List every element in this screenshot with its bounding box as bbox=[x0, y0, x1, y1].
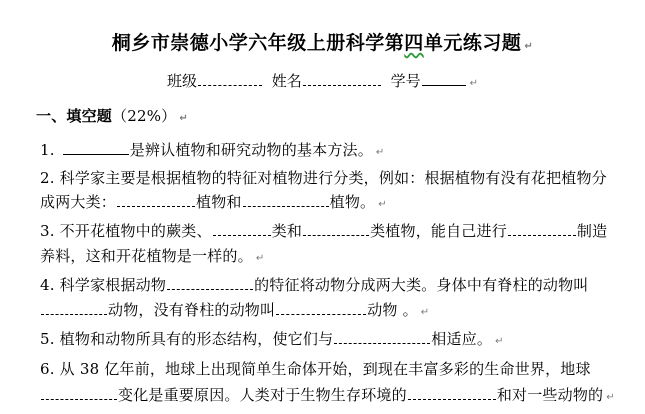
paragraph-mark-icon: ↵ bbox=[420, 307, 430, 318]
title-text: 桐乡市崇德小学六年级上册科学第 bbox=[111, 32, 405, 54]
question-5 bbox=[40, 328, 504, 349]
paragraph-mark-icon: ↵ bbox=[606, 392, 615, 403]
section-title: 一、填空题 bbox=[36, 107, 113, 125]
section-score: （22%） bbox=[112, 107, 177, 125]
title-text-end: 单元练习题 bbox=[423, 32, 522, 54]
answer-blank[interactable] bbox=[41, 301, 107, 315]
name-blank[interactable] bbox=[303, 72, 381, 86]
number-label: 学号 bbox=[390, 72, 421, 90]
question-3-line-1 bbox=[40, 220, 607, 241]
question-text: 4. 科学家根据动物 bbox=[40, 276, 167, 294]
paragraph-mark-icon: ↵ bbox=[495, 336, 504, 347]
question-text: 的特征将动物分成两大类。身体中有脊柱的动物叫 bbox=[254, 276, 589, 294]
question-4-line-1 bbox=[40, 274, 589, 295]
question-6-line-1 bbox=[40, 358, 591, 379]
answer-blank[interactable] bbox=[276, 301, 366, 315]
question-2-line-2 bbox=[40, 191, 387, 212]
section-heading bbox=[36, 105, 188, 126]
question-2-line-1 bbox=[40, 167, 607, 188]
paragraph-mark-icon: ↵ bbox=[255, 253, 265, 264]
document-title bbox=[0, 28, 645, 55]
answer-blank[interactable] bbox=[213, 222, 271, 236]
question-text: 和对一些动物的 bbox=[496, 386, 604, 404]
question-text: 5. 植物和动物所具有的形态结构，使它们与 bbox=[40, 330, 334, 348]
paragraph-mark-icon: ↵ bbox=[179, 113, 188, 124]
question-text: 植物和 bbox=[196, 193, 242, 211]
student-info-line bbox=[0, 70, 645, 91]
paragraph-mark-icon: ↵ bbox=[378, 199, 387, 210]
class-blank[interactable] bbox=[198, 72, 262, 86]
question-text: 动物，没有脊柱的动物叫 bbox=[108, 301, 276, 319]
question-text: 制造 bbox=[576, 222, 608, 240]
number-blank[interactable] bbox=[422, 72, 466, 86]
paragraph-mark-icon: ↵ bbox=[375, 147, 385, 158]
name-label: 姓名 bbox=[271, 72, 302, 90]
question-text: 动物 。 bbox=[367, 301, 418, 319]
question-text: 类植物，能自己进行 bbox=[370, 222, 507, 240]
answer-blank[interactable] bbox=[41, 386, 117, 400]
question-text: 2. 科学家主要是根据植物的特征对植物进行分类，例如：根据植物有没有花把植物分 bbox=[40, 169, 607, 187]
answer-blank[interactable] bbox=[334, 330, 430, 344]
question-text: 是辨认植物和研究动物的基本方法。 bbox=[129, 141, 373, 159]
question-text: 类和 bbox=[271, 222, 303, 240]
paragraph-mark-icon: ↵ bbox=[469, 78, 478, 89]
title-spellcheck-word: 四 bbox=[404, 32, 424, 54]
question-1 bbox=[40, 139, 385, 160]
answer-blank[interactable] bbox=[508, 222, 576, 236]
question-text: 植物。 bbox=[329, 193, 376, 211]
question-text: 相适应。 bbox=[431, 330, 493, 348]
question-3-line-2 bbox=[40, 245, 264, 266]
question-text: 养料，这和开花植物是一样的。 bbox=[40, 247, 253, 265]
answer-blank[interactable] bbox=[243, 193, 329, 207]
paragraph-mark-icon: ↵ bbox=[524, 41, 534, 52]
question-6-line-2 bbox=[40, 384, 615, 405]
question-text: 6. 从 38 亿年前，地球上出现简单生命体开始，到现在丰富多彩的生命世界，地球 bbox=[40, 360, 591, 378]
question-number: 1. bbox=[40, 141, 55, 159]
answer-blank[interactable] bbox=[167, 276, 253, 290]
answer-blank[interactable] bbox=[408, 386, 496, 400]
answer-blank[interactable] bbox=[63, 141, 129, 155]
question-text: 变化是重要原因。人类对于生物生存环境的 bbox=[118, 386, 407, 404]
question-4-line-2 bbox=[40, 299, 429, 320]
class-label: 班级 bbox=[167, 72, 198, 90]
question-text: 成两大类： bbox=[40, 193, 117, 211]
answer-blank[interactable] bbox=[117, 193, 195, 207]
question-text: 3. 不开花植物中的蕨类、 bbox=[40, 222, 212, 240]
answer-blank[interactable] bbox=[303, 222, 369, 236]
